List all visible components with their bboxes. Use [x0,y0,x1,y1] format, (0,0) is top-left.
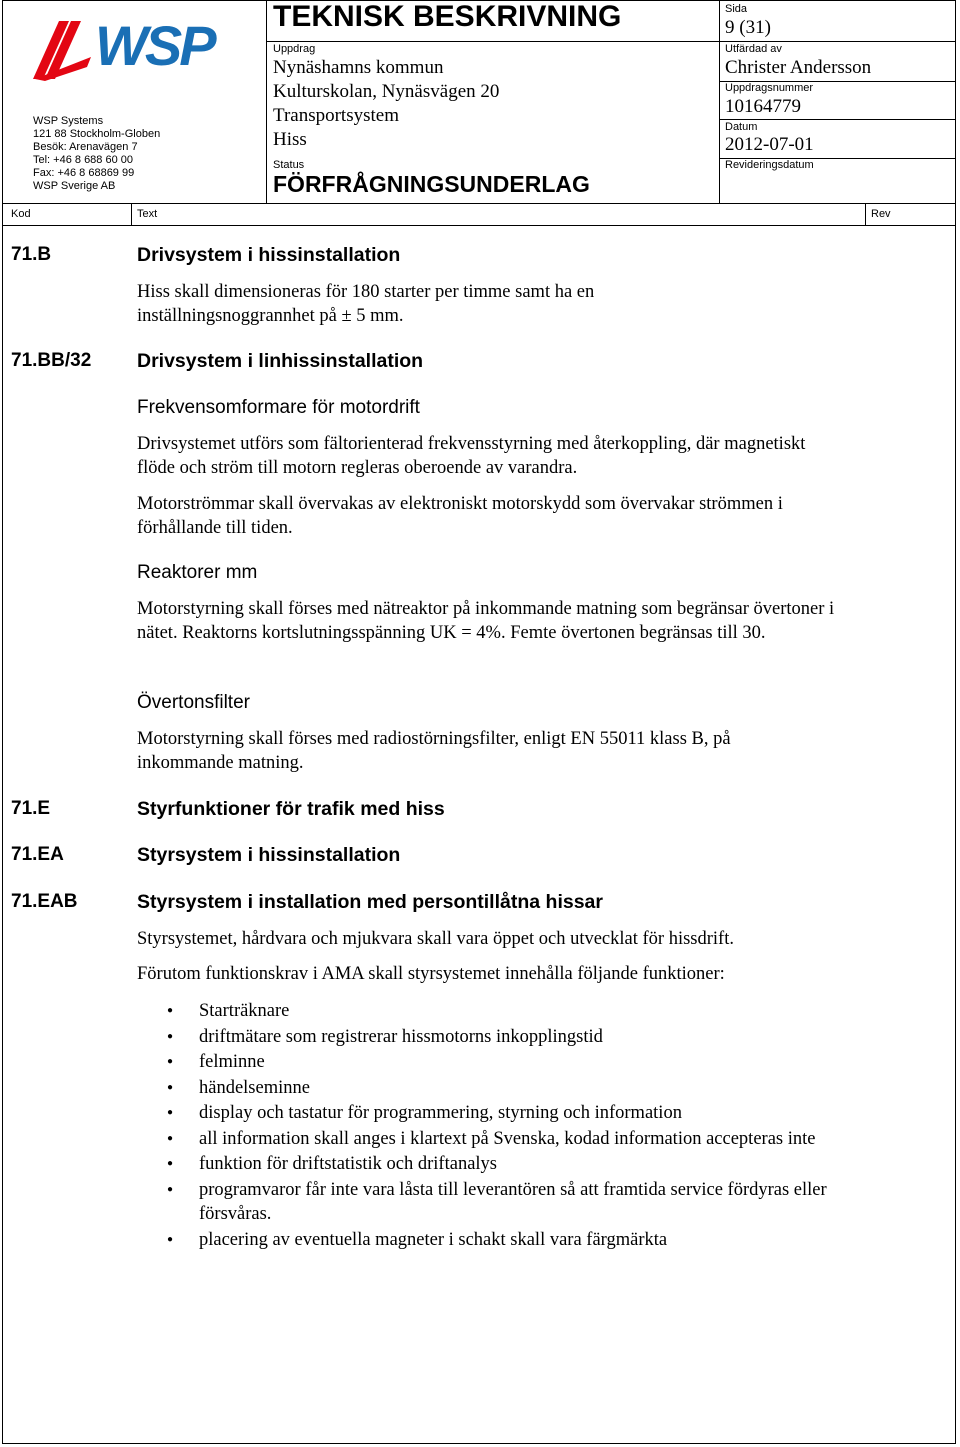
company-fax: Fax: +46 8 68869 99 [33,167,135,179]
uppdrag-line: Kulturskolan, Nynäsvägen 20 [273,81,500,102]
company-address: 121 88 Stockholm-Globen [33,128,161,140]
list-item: ● all information skall anges i klartext på Svenska, kodad information accepteras inte [163,1127,879,1152]
column-text: Text [137,208,158,220]
list-item: ● Starträknare [163,999,879,1024]
header-rule [719,119,955,120]
datum-label: Datum [725,121,758,133]
company-tel: Tel: +46 8 688 60 00 [33,154,133,166]
doc-title: TEKNISK BESKRIVNING [273,0,622,33]
list-item: ● programvaror får inte vara låsta till leverantören så att framtida service fördyras eller försvåras. [163,1178,879,1227]
status-label: Status [273,159,305,171]
utfardad-label: Utfärdad av [725,43,782,55]
function-list [163,999,879,1253]
list-item: ● funktion för driftstatistik och driftanalys [163,1152,879,1177]
header-bottom-rule [3,203,955,204]
company-visit: Besök: Arenavägen 7 [33,141,138,153]
datum-value: 2012-07-01 [725,134,814,155]
section-code: 71.E [11,798,51,819]
paragraph: Hiss skall dimensioneras för 180 starter per timme samt ha en inställningsnoggrannhet på ± 5 mm. [137,282,595,326]
section-title: Drivsystem i hissinstallation [137,244,401,266]
uppdragsnummer-value: 10164779 [725,96,801,117]
column-rev: Rev [871,208,891,220]
column-divider [131,203,132,225]
logo-text: WSP [95,14,214,77]
section-code: 71.BB/32 [11,350,92,371]
list-item: ● placering av eventuella magneter i schakt skall vara färgmärkta [163,1228,879,1253]
uppdragsnummer-label: Uppdragsnummer [725,82,814,94]
header-divider-1 [266,1,267,203]
column-header-rule [3,225,955,226]
wsp-logo [31,14,231,85]
sida-value: 9 (31) [725,17,771,38]
subheading: Övertonsfilter [137,692,250,713]
subheading: Reaktorer mm [137,562,258,583]
document-page [2,0,956,1444]
status-value: FÖRFRÅGNINGSUNDERLAG [273,171,590,197]
section-code: 71.EAB [11,891,78,912]
column-kod: Kod [11,208,31,220]
paragraph: Drivsystemet utförs som fältorienterad frekvensstyrning med återkoppling, där magnetiskt flöde och ström till motorn regleras oberoende av varandra. [137,434,806,478]
paragraph: Förutom funktionskrav i AMA skall styrsystemet innehålla följande funktioner: [137,964,725,984]
paragraph: Motorströmmar skall övervakas av elektroniskt motorskydd som övervakar strömmen i förhållande till tiden. [137,494,783,538]
uppdrag-label: Uppdrag [273,43,316,55]
company-name: WSP Systems [33,115,104,127]
list-item: ● händelseminne [163,1076,879,1101]
company-info [33,115,258,193]
section-title: Styrsystem i installation med persontillåtna hissar [137,891,603,913]
sida-label: Sida [725,3,748,15]
header-divider-2 [719,1,720,203]
list-item: ● display och tastatur för programmering, styrning och information [163,1101,879,1126]
uppdrag-line: Transportsystem [273,105,399,126]
section-title: Styrfunktioner för trafik med hiss [137,798,445,820]
revideringsdatum-label: Revideringsdatum [725,159,814,171]
subheading: Frekvensomformare för motordrift [137,397,420,418]
section-code: 71.EA [11,844,64,865]
paragraph: Motorstyrning skall förses med radiostörningsfilter, enligt EN 55011 klass B, på inkommande matning. [137,729,731,773]
section-code: 71.B [11,244,52,265]
paragraph: Styrsystemet, hårdvara och mjukvara skall vara öppet och utvecklat för hissdrift. [137,929,734,949]
utfardad-value: Christer Andersson [725,57,872,78]
company-entity: WSP Sverige AB [33,180,116,192]
uppdrag-line: Nynäshamns kommun [273,57,444,78]
paragraph: Motorstyrning skall förses med nätreaktor på inkommande matning som begränsar övertoner i nätet. Reaktorns kortslutningsspänning UK = 4%. Femte övertonen begränsas till 30. [137,599,835,643]
list-item: ● felminne [163,1050,879,1075]
section-title: Drivsystem i linhissinstallation [137,350,424,372]
uppdrag-line: Hiss [273,129,307,150]
title-underline [266,41,955,42]
column-divider [865,203,866,225]
section-title: Styrsystem i hissinstallation [137,844,401,866]
list-item: ● driftmätare som registrerar hissmotorns inkopplingstid [163,1025,879,1050]
